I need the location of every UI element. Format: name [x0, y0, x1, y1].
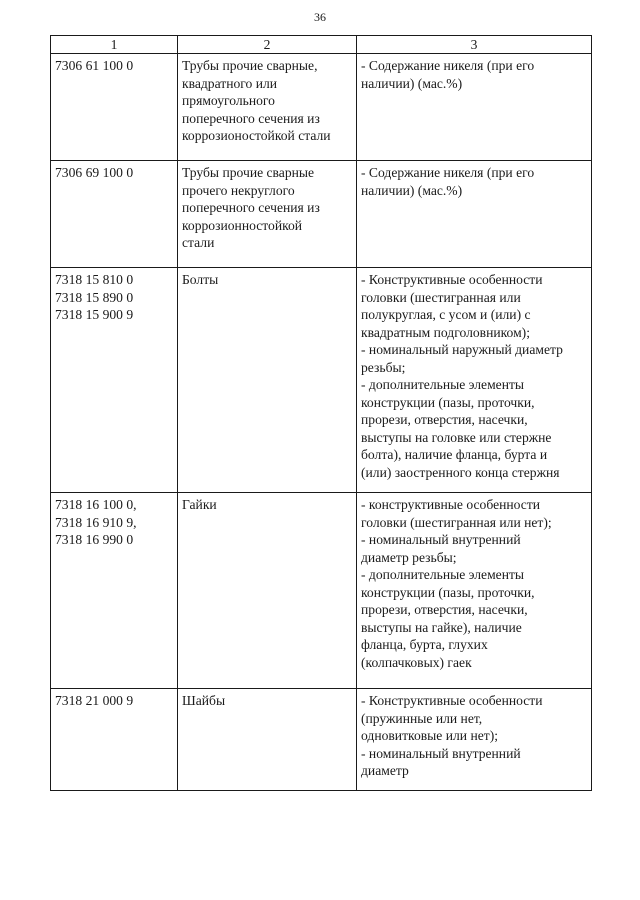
- page-number: 36: [314, 10, 326, 24]
- product-name-line: Трубы прочие сварные,: [182, 58, 318, 73]
- table-row: [51, 689, 592, 791]
- code-cell: [51, 493, 178, 689]
- tnved-code: 7318 15 890 0: [55, 289, 134, 305]
- product-name-line: Гайки: [182, 497, 217, 512]
- attribute-line: прорези, отверстия, насечки,: [361, 412, 528, 427]
- attribute-line: квадратным подголовником);: [361, 324, 530, 340]
- tnved-code: 7318 16 910 9,: [55, 514, 137, 530]
- name-cell: [178, 161, 357, 268]
- product-name-line: стали: [182, 235, 215, 250]
- attribute-line: прорези, отверстия, насечки,: [361, 602, 528, 617]
- attribute-line: болта), наличие фланца, бурта и: [361, 447, 548, 462]
- attribute-line: головки (шестигранная или: [361, 289, 521, 305]
- attribute-line: - Содержание никеля (при его: [361, 58, 535, 73]
- column-header-2: 2: [178, 36, 357, 54]
- attribute-line: - Конструктивные особенности: [361, 272, 543, 287]
- product-name-line: квадратного или: [182, 75, 278, 91]
- table-row: [51, 54, 592, 161]
- attributes-cell: [357, 161, 592, 268]
- table-header-row: [51, 36, 592, 54]
- attribute-line: - номинальный внутренний: [361, 745, 521, 761]
- attribute-line: конструкции (пазы, проточки,: [361, 394, 535, 410]
- attribute-line: - номинальный внутренний: [361, 532, 521, 547]
- product-name-line: прочего некруглого: [182, 182, 295, 198]
- name-cell: [178, 493, 357, 689]
- attribute-line: конструкции (пазы, проточки,: [361, 584, 535, 600]
- attribute-line: диаметр резьбы;: [361, 549, 457, 565]
- column-header-1: 1: [51, 36, 178, 54]
- name-cell: [178, 689, 357, 791]
- table-row: [51, 161, 592, 268]
- code-cell: [51, 689, 178, 791]
- tnved-code: 7306 69 100 0: [55, 165, 134, 180]
- attributes-cell: [357, 689, 592, 791]
- attributes-cell: [357, 54, 592, 161]
- classification-table: [50, 35, 592, 791]
- product-name-line: поперечного сечения из: [182, 110, 320, 126]
- tnved-code: 7318 21 000 9: [55, 693, 134, 708]
- tnved-code: 7318 15 900 9: [55, 307, 134, 322]
- attribute-line: - конструктивные особенности: [361, 497, 541, 512]
- tnved-code: 7318 16 100 0,: [55, 497, 137, 512]
- product-name-line: Шайбы: [182, 693, 226, 708]
- attribute-line: выступы на гайке), наличие: [361, 619, 522, 635]
- attribute-line: - дополнительные элементы: [361, 567, 525, 582]
- table-row: [51, 268, 592, 493]
- product-name-line: коррозионностойкой: [182, 217, 303, 233]
- product-name-line: коррозионостойкой стали: [182, 128, 331, 143]
- attribute-line: (пружинные или нет,: [361, 710, 483, 726]
- code-cell: [51, 54, 178, 161]
- product-name-line: поперечного сечения из: [182, 200, 320, 215]
- attribute-line: диаметр: [361, 763, 409, 778]
- product-name-line: Болты: [182, 272, 219, 287]
- name-cell: [178, 268, 357, 493]
- attribute-line: фланца, бурта, глухих: [361, 637, 488, 652]
- attribute-line: (или) заостренного конца стержня: [361, 464, 560, 480]
- attribute-line: - Конструктивные особенности: [361, 693, 543, 708]
- attribute-line: наличии) (мас.%): [361, 182, 463, 198]
- tnved-code: 7318 16 990 0: [55, 532, 134, 547]
- code-cell: [51, 161, 178, 268]
- attribute-line: наличии) (мас.%): [361, 75, 463, 91]
- tnved-code: 7306 61 100 0: [55, 58, 134, 73]
- code-cell: [51, 268, 178, 493]
- attributes-cell: [357, 493, 592, 689]
- attribute-line: резьбы;: [361, 359, 406, 375]
- attribute-line: полукруглая, с усом и (или) с: [361, 307, 531, 322]
- attribute-line: выступы на головке или стержне: [361, 429, 552, 445]
- attribute-line: (колпачковых) гаек: [361, 654, 472, 670]
- attribute-line: головки (шестигранная или нет);: [361, 514, 552, 530]
- attribute-line: одновитковые или нет);: [361, 728, 499, 743]
- tnved-code: 7318 15 810 0: [55, 272, 134, 287]
- attribute-line: - номинальный наружный диаметр: [361, 342, 563, 357]
- table-row: [51, 493, 592, 689]
- name-cell: [178, 54, 357, 161]
- column-header-3: 3: [357, 36, 592, 54]
- table-body: [51, 54, 592, 791]
- product-name-line: прямоугольного: [182, 93, 275, 108]
- attributes-cell: [357, 268, 592, 493]
- product-name-line: Трубы прочие сварные: [182, 165, 315, 180]
- attribute-line: - Содержание никеля (при его: [361, 165, 535, 180]
- attribute-line: - дополнительные элементы: [361, 377, 525, 392]
